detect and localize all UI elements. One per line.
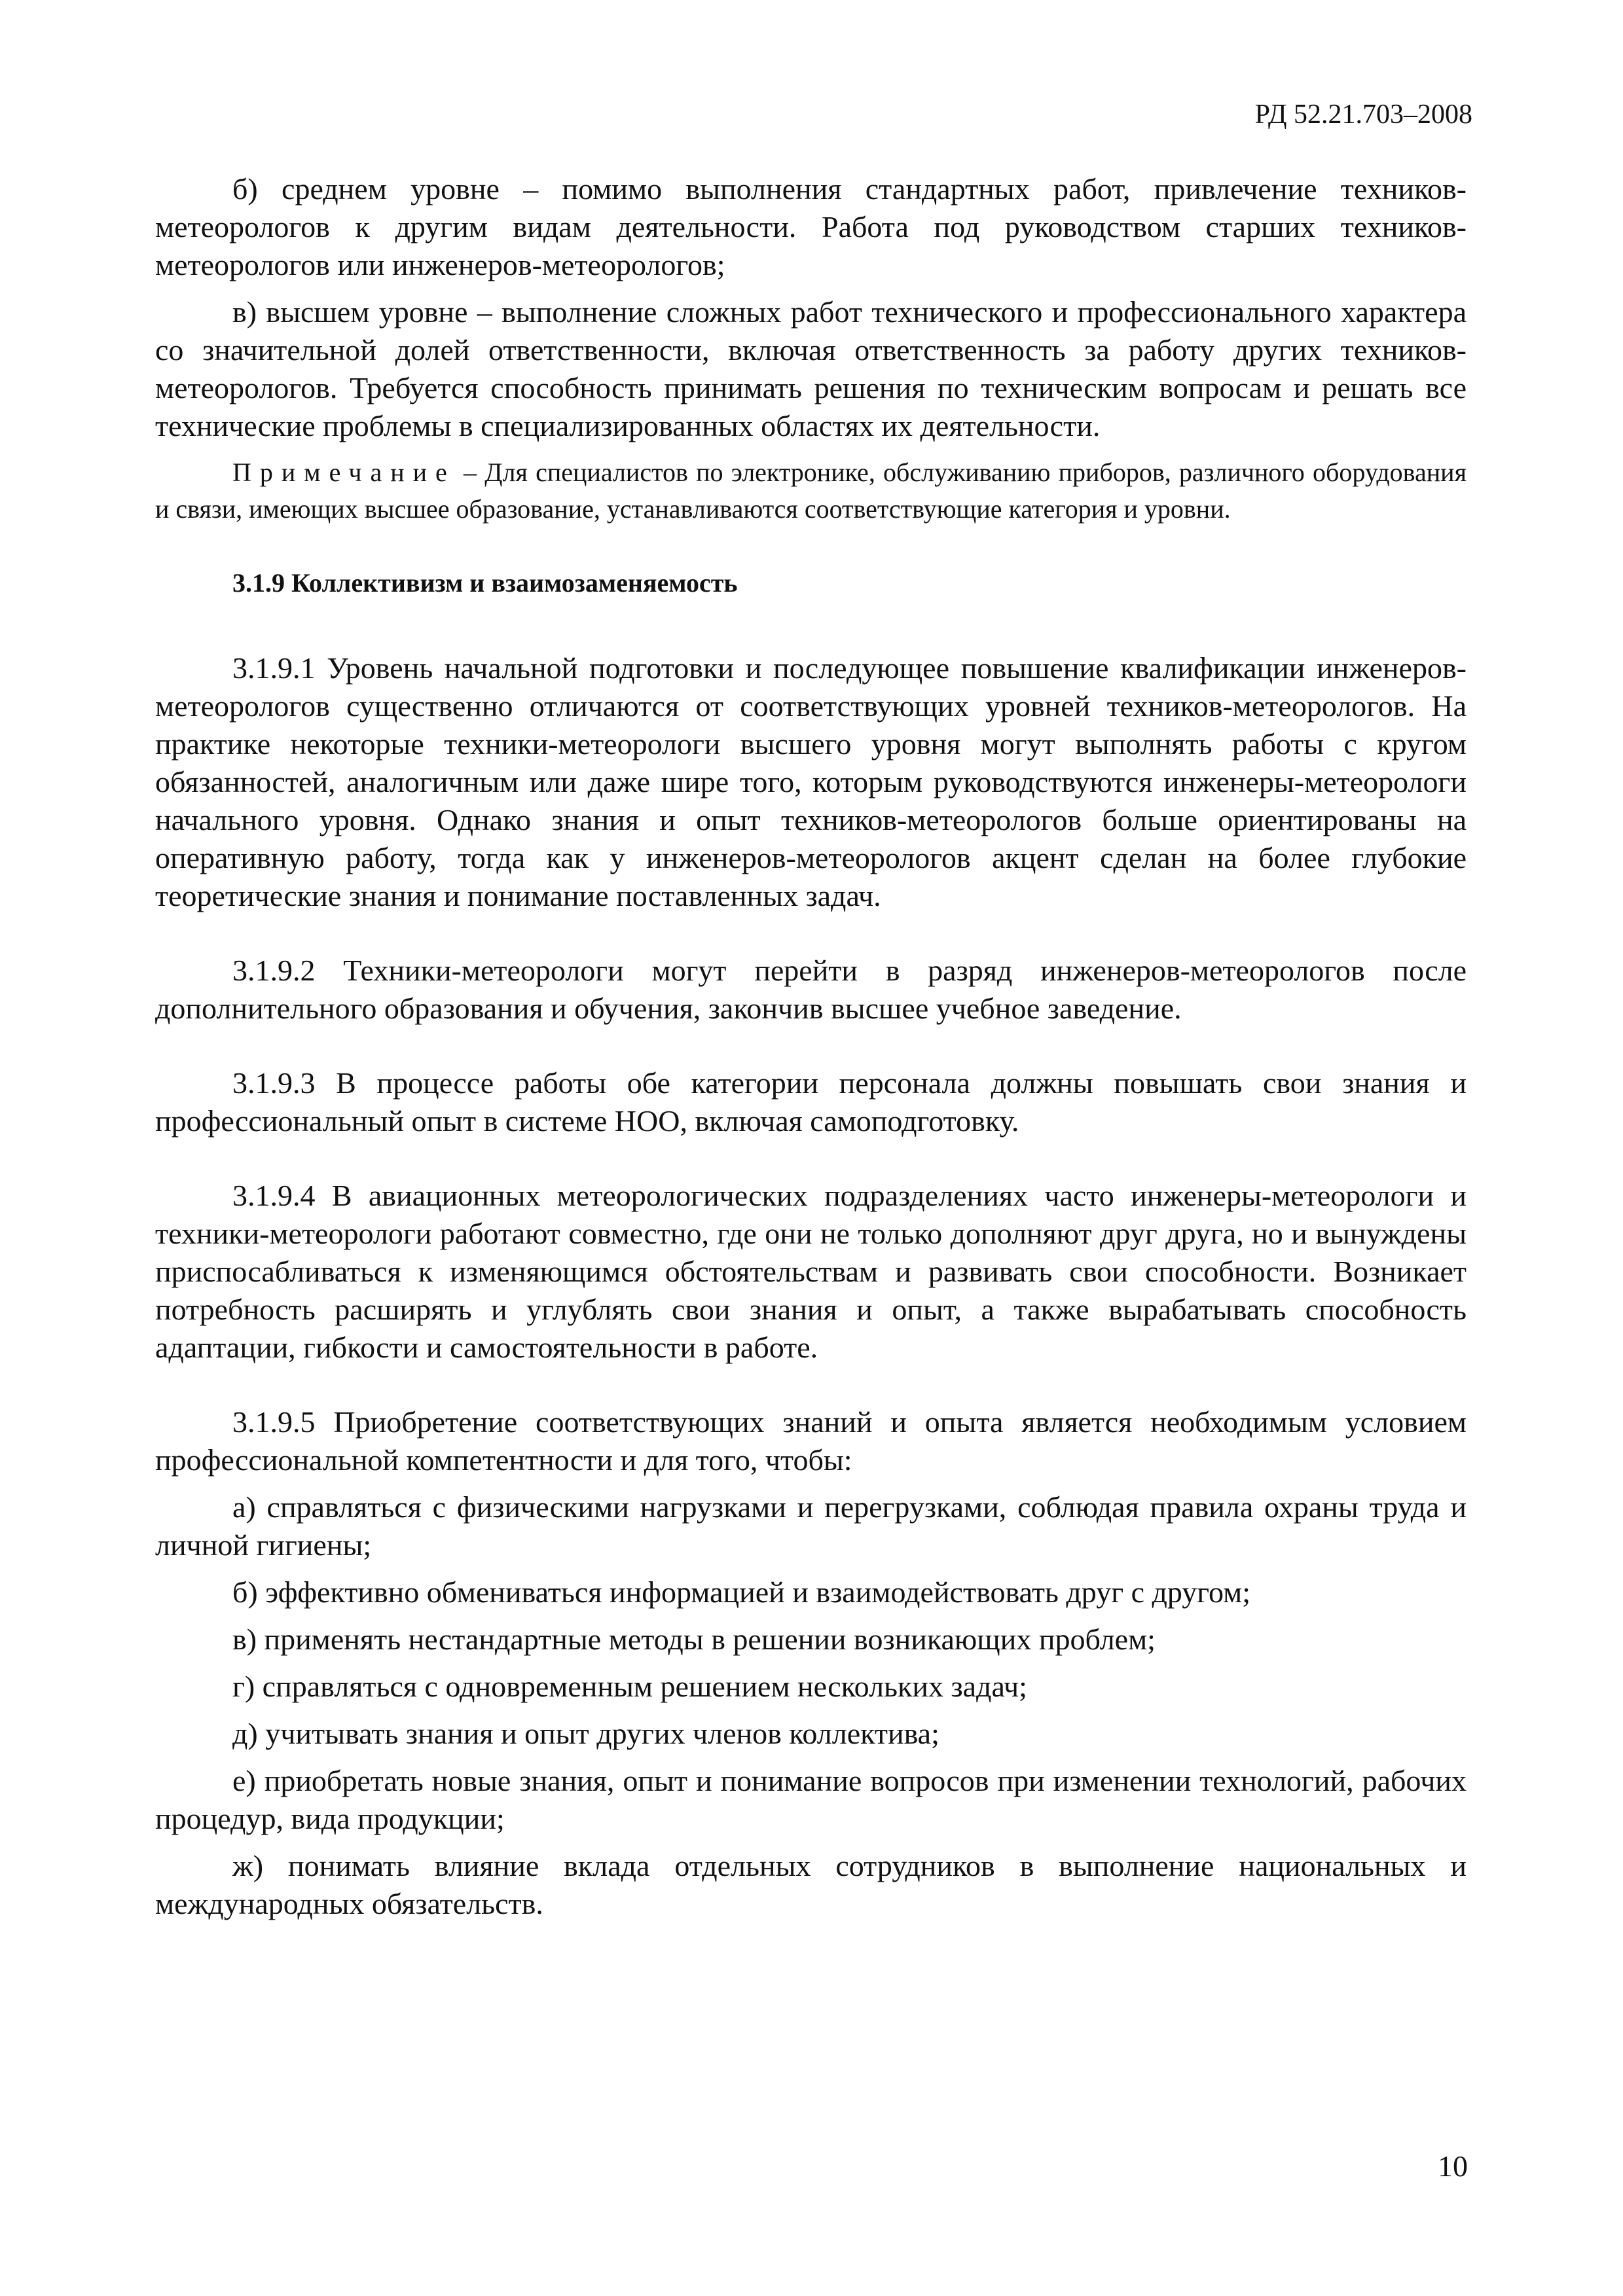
section-title: 3.1.9 Коллективизм и взаимозаменяемость bbox=[232, 568, 738, 598]
list-item: в) применять нестандартные методы в решении возникающих проблем; bbox=[232, 1623, 1156, 1656]
clause-3-1-9-5: 3.1.9.5 Приобретение соответствующих знаний и опыта является необходимым условием профессиональной компетентности и для того, чтобы: bbox=[155, 1405, 1467, 1477]
list-item: б) эффективно обмениваться информацией и взаимодействовать друг с другом; bbox=[232, 1575, 1251, 1609]
clause-3-1-9-1: 3.1.9.1 Уровень начальной подготовки и последующее повышение квалификации инженеров-метеорологов существенно отличаются от соответствующих уровней техников-метеорологов. На практике некоторые техники-метеорологи высшего уровня могут выполнять работы с кругом обязанностей, аналогичным или даже шире того, которым руководствуются инженеры-метеорологи начального уровня. Однако знания и опыт техников-метеорологов больше ориентированы на оперативную работу, тогда как у инженеров-метеорологов акцент сделан на более глубокие теоретические знания и понимание поставленных задач. bbox=[155, 651, 1467, 912]
list-item: е) приобретать новые знания, опыт и понимание вопросов при изменении технологий, рабочих процедур, вида продукции; bbox=[155, 1764, 1467, 1835]
paragraph-level-b: б) среднем уровне – помимо выполнения стандартных работ, привлечение техников-метеорологов к другим видам деятельности. Работа под руководством старших техников-метеорологов или инженеров-метеорологов; bbox=[155, 172, 1467, 281]
document-body bbox=[155, 170, 1467, 1923]
clause-3-1-9-4: 3.1.9.4 В авиационных метеорологических подразделениях часто инженеры-метеорологи и техники-метеорологи работают совместно, где они не только дополняют друг друга, но и вынуждены приспосабливаться к изменяющимся обстоятельствам и развивать свои способности. Возникает потребность расширять и углублять свои знания и опыт, а также вырабатывать способность адаптации, гибкости и самостоятельности в работе. bbox=[155, 1179, 1467, 1364]
list-item: д) учитывать знания и опыт других членов коллектива; bbox=[232, 1717, 939, 1750]
note-paragraph bbox=[155, 454, 1467, 528]
page-number: 10 bbox=[1438, 2149, 1468, 2183]
list-item: а) справляться с физическими нагрузками и перегрузками, соблюдая правила охраны труда и личной гигиены; bbox=[155, 1490, 1467, 1562]
document-id-header: РД 52.21.703–2008 bbox=[1254, 99, 1472, 130]
clause-3-1-9-3: 3.1.9.3 В процессе работы обе категории персонала должны повышать свои знания и профессиональный опыт в системе НОО, включая самоподготовку. bbox=[155, 1066, 1467, 1138]
clause-3-1-9-2: 3.1.9.2 Техники-метеорологи могут перейти в разряд инженеров-метеорологов после дополнительного образования и обучения, закончив высшее учебное заведение. bbox=[155, 954, 1467, 1025]
note-text: – Для специалистов по электронике, обслуживанию приборов, различного оборудования и связи, имеющих высшее образование, устанавливаются соответствующие категория и уровни. bbox=[155, 457, 1467, 524]
list-item: г) справляться с одновременным решением нескольких задач; bbox=[232, 1670, 1027, 1703]
paragraph-level-v: в) высшем уровне – выполнение сложных работ технического и профессионального характера со значительной долей ответственности, включая ответственность за работу других техников-метеорологов. Требуется способность принимать решения по техническим вопросам и решать все технические проблемы в специализированных областях их деятельности. bbox=[155, 295, 1467, 442]
note-label: Примечание bbox=[232, 457, 456, 487]
list-item: ж) понимать влияние вклада отдельных сотрудников в выполнение национальных и международных обязательств. bbox=[155, 1849, 1467, 1920]
